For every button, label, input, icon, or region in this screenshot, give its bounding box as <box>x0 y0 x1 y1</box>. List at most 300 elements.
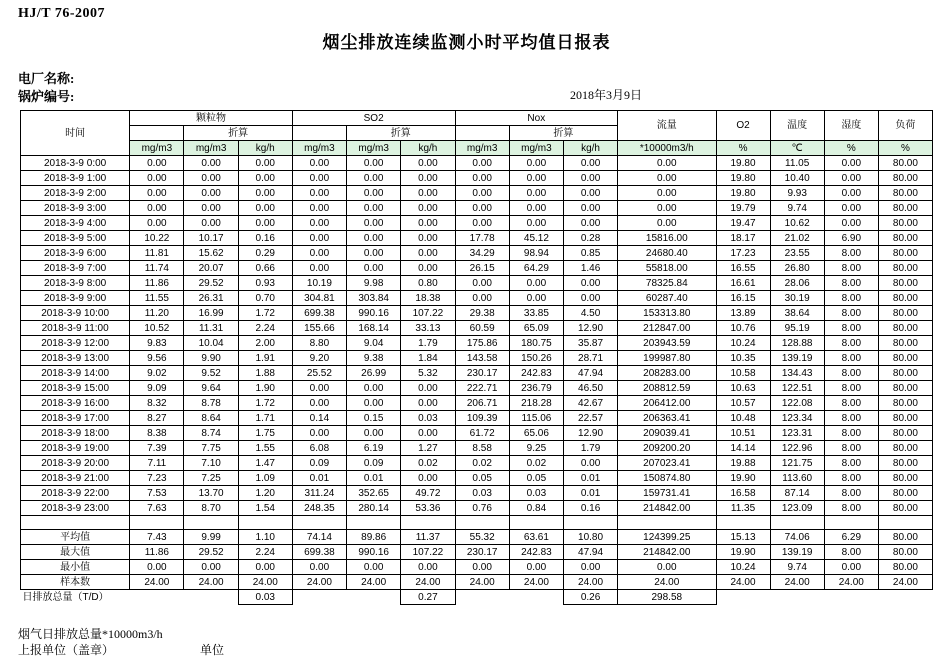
cell-nox-mgm3: 206.71 <box>455 396 509 411</box>
cell-o2: 10.48 <box>716 411 770 426</box>
cell-nox-converted: 0.00 <box>509 216 563 231</box>
standard-number: HJ/T 76-2007 <box>18 6 106 21</box>
cell-summary-o2: 19.90 <box>716 545 770 560</box>
cell-pm-kgh: 2.00 <box>238 336 292 351</box>
cell-pm-converted: 20.07 <box>184 261 238 276</box>
nox-blank-cell <box>455 126 509 141</box>
table-blank-row <box>21 516 933 530</box>
cell-so2-kgh: 0.00 <box>401 471 455 486</box>
cell-time: 2018-3-9 19:00 <box>21 441 130 456</box>
cell-flow: 24680.40 <box>618 246 716 261</box>
cell-time: 2018-3-9 8:00 <box>21 276 130 291</box>
cell-pm-kgh: 1.71 <box>238 411 292 426</box>
cell-nox-converted: 0.00 <box>509 276 563 291</box>
cell-total-nox-mgm3 <box>455 590 509 605</box>
cell-flow: 206412.00 <box>618 396 716 411</box>
cell-pm-converted: 13.70 <box>184 486 238 501</box>
cell-nox-mgm3: 60.59 <box>455 321 509 336</box>
cell-summary-so2-mgm3: 699.38 <box>292 545 346 560</box>
cell-pm-converted: 0.00 <box>184 201 238 216</box>
cell-flow: 159731.41 <box>618 486 716 501</box>
cell-nox-kgh: 12.90 <box>564 321 618 336</box>
cell-time: 2018-3-9 6:00 <box>21 246 130 261</box>
cell-pm-kgh: 1.88 <box>238 366 292 381</box>
cell-nox-converted: 0.03 <box>509 486 563 501</box>
cell-temperature: 9.93 <box>770 186 824 201</box>
cell-blank <box>770 516 824 530</box>
cell-flow: 0.00 <box>618 216 716 231</box>
cell-so2-kgh: 107.22 <box>401 306 455 321</box>
cell-nox-mgm3: 17.78 <box>455 231 509 246</box>
cell-pm-converted: 0.00 <box>184 186 238 201</box>
cell-summary-nox-kgh: 10.80 <box>564 530 618 545</box>
cell-humidity: 6.90 <box>824 231 878 246</box>
unit-so2-kgh: kg/h <box>401 141 455 156</box>
unit-flow: *10000m3/h <box>618 141 716 156</box>
cell-so2-mgm3: 9.20 <box>292 351 346 366</box>
cell-load: 80.00 <box>878 486 932 501</box>
summary-row <box>21 575 933 590</box>
cell-temperature: 139.19 <box>770 351 824 366</box>
cell-so2-converted: 0.00 <box>347 396 401 411</box>
cell-time: 2018-3-9 20:00 <box>21 456 130 471</box>
cell-so2-kgh: 0.03 <box>401 411 455 426</box>
cell-pm-mgm3: 7.11 <box>130 456 184 471</box>
cell-pm-mgm3: 7.23 <box>130 471 184 486</box>
cell-pm-kgh: 0.70 <box>238 291 292 306</box>
cell-temperature: 121.75 <box>770 456 824 471</box>
cell-so2-mgm3: 0.00 <box>292 156 346 171</box>
cell-o2: 19.80 <box>716 156 770 171</box>
footer-reporting-unit: 上报单位（盖章） <box>18 643 115 657</box>
cell-temperature: 123.09 <box>770 501 824 516</box>
cell-so2-kgh: 0.00 <box>401 231 455 246</box>
table-row <box>21 411 933 426</box>
cell-summary-flow: 124399.25 <box>618 530 716 545</box>
cell-summary-pm-kgh: 24.00 <box>238 575 292 590</box>
cell-o2: 10.35 <box>716 351 770 366</box>
cell-load: 80.00 <box>878 261 932 276</box>
cell-humidity: 8.00 <box>824 471 878 486</box>
cell-so2-converted: 280.14 <box>347 501 401 516</box>
cell-so2-converted: 0.00 <box>347 261 401 276</box>
cell-pm-converted: 0.00 <box>184 171 238 186</box>
cell-summary-nox-mgm3: 0.00 <box>455 560 509 575</box>
cell-o2: 10.76 <box>716 321 770 336</box>
data-rows-body <box>21 156 933 605</box>
cell-summary-pm-kgh: 1.10 <box>238 530 292 545</box>
cell-summary-label: 平均值 <box>21 530 130 545</box>
cell-nox-kgh: 0.01 <box>564 471 618 486</box>
cell-nox-converted: 0.00 <box>509 171 563 186</box>
cell-blank <box>238 516 292 530</box>
cell-flow: 208812.59 <box>618 381 716 396</box>
cell-so2-converted: 168.14 <box>347 321 401 336</box>
cell-o2: 19.88 <box>716 456 770 471</box>
cell-so2-converted: 0.00 <box>347 426 401 441</box>
cell-humidity: 8.00 <box>824 456 878 471</box>
cell-temperature: 122.08 <box>770 396 824 411</box>
cell-summary-temperature: 74.06 <box>770 530 824 545</box>
cell-load: 80.00 <box>878 201 932 216</box>
table-row <box>21 381 933 396</box>
cell-summary-load: 24.00 <box>878 575 932 590</box>
cell-nox-mgm3: 0.00 <box>455 171 509 186</box>
unit-nox-kgh: kg/h <box>564 141 618 156</box>
cell-o2: 10.63 <box>716 381 770 396</box>
cell-nox-converted: 64.29 <box>509 261 563 276</box>
cell-pm-kgh: 1.47 <box>238 456 292 471</box>
cell-humidity: 8.00 <box>824 486 878 501</box>
cell-pm-converted: 29.52 <box>184 276 238 291</box>
cell-so2-kgh: 0.00 <box>401 186 455 201</box>
summary-row <box>21 530 933 545</box>
cell-flow: 78325.84 <box>618 276 716 291</box>
cell-nox-kgh: 35.87 <box>564 336 618 351</box>
cell-time: 2018-3-9 17:00 <box>21 411 130 426</box>
cell-load: 80.00 <box>878 186 932 201</box>
cell-nox-mgm3: 0.05 <box>455 471 509 486</box>
cell-nox-converted: 0.00 <box>509 291 563 306</box>
cell-pm-kgh: 0.66 <box>238 261 292 276</box>
cell-time: 2018-3-9 13:00 <box>21 351 130 366</box>
cell-nox-mgm3: 0.00 <box>455 291 509 306</box>
cell-temperature: 122.51 <box>770 381 824 396</box>
cell-pm-kgh: 0.00 <box>238 156 292 171</box>
cell-summary-humidity: 0.00 <box>824 560 878 575</box>
cell-summary-so2-kgh: 11.37 <box>401 530 455 545</box>
cell-nox-converted: 9.25 <box>509 441 563 456</box>
cell-so2-kgh: 5.32 <box>401 366 455 381</box>
cell-time: 2018-3-9 16:00 <box>21 396 130 411</box>
cell-nox-kgh: 46.50 <box>564 381 618 396</box>
so2-converted-header: 折算 <box>347 126 456 141</box>
cell-nox-kgh: 1.79 <box>564 441 618 456</box>
group-header-particulate: 颗粒物 <box>130 111 293 126</box>
cell-summary-label: 样本数 <box>21 575 130 590</box>
cell-pm-converted: 7.10 <box>184 456 238 471</box>
cell-summary-so2-converted: 24.00 <box>347 575 401 590</box>
cell-load: 80.00 <box>878 396 932 411</box>
cell-nox-converted: 0.00 <box>509 201 563 216</box>
cell-temperature: 23.55 <box>770 246 824 261</box>
plant-name-label: 电厂名称: <box>18 71 75 86</box>
cell-time: 2018-3-9 11:00 <box>21 321 130 336</box>
cell-o2: 13.89 <box>716 306 770 321</box>
cell-temperature: 128.88 <box>770 336 824 351</box>
cell-summary-so2-kgh: 0.00 <box>401 560 455 575</box>
cell-blank <box>509 516 563 530</box>
cell-so2-mgm3: 0.00 <box>292 186 346 201</box>
cell-humidity: 0.00 <box>824 156 878 171</box>
cell-nox-mgm3: 143.58 <box>455 351 509 366</box>
cell-blank <box>21 516 130 530</box>
cell-nox-kgh: 0.85 <box>564 246 618 261</box>
cell-summary-nox-mgm3: 24.00 <box>455 575 509 590</box>
cell-time: 2018-3-9 3:00 <box>21 201 130 216</box>
cell-pm-mgm3: 8.32 <box>130 396 184 411</box>
unit-o2: % <box>716 141 770 156</box>
cell-pm-converted: 10.17 <box>184 231 238 246</box>
cell-pm-mgm3: 0.00 <box>130 171 184 186</box>
cell-time: 2018-3-9 1:00 <box>21 171 130 186</box>
cell-humidity: 8.00 <box>824 396 878 411</box>
cell-pm-mgm3: 7.63 <box>130 501 184 516</box>
cell-summary-nox-kgh: 0.00 <box>564 560 618 575</box>
cell-o2: 14.14 <box>716 441 770 456</box>
table-row <box>21 276 933 291</box>
cell-nox-mgm3: 29.38 <box>455 306 509 321</box>
cell-so2-kgh: 0.00 <box>401 381 455 396</box>
cell-so2-mgm3: 0.00 <box>292 231 346 246</box>
cell-o2: 19.47 <box>716 216 770 231</box>
group-header-so2: SO2 <box>292 111 455 126</box>
cell-summary-nox-mgm3: 230.17 <box>455 545 509 560</box>
cell-so2-mgm3: 304.81 <box>292 291 346 306</box>
cell-humidity: 8.00 <box>824 411 878 426</box>
cell-summary-o2: 24.00 <box>716 575 770 590</box>
table-row <box>21 501 933 516</box>
cell-blank <box>824 516 878 530</box>
cell-pm-mgm3: 0.00 <box>130 186 184 201</box>
cell-load: 80.00 <box>878 306 932 321</box>
cell-pm-mgm3: 7.39 <box>130 441 184 456</box>
cell-flow: 212847.00 <box>618 321 716 336</box>
cell-summary-so2-mgm3: 24.00 <box>292 575 346 590</box>
cell-pm-kgh: 1.72 <box>238 306 292 321</box>
cell-temperature: 38.64 <box>770 306 824 321</box>
cell-flow: 0.00 <box>618 156 716 171</box>
cell-humidity: 8.00 <box>824 261 878 276</box>
cell-humidity: 8.00 <box>824 291 878 306</box>
cell-temperature: 87.14 <box>770 486 824 501</box>
cell-nox-kgh: 28.71 <box>564 351 618 366</box>
cell-total-label: 日排放总量（T/D） <box>22 591 109 603</box>
cell-summary-nox-converted: 63.61 <box>509 530 563 545</box>
unit-header-row <box>21 141 933 156</box>
table-row <box>21 441 933 456</box>
cell-summary-pm-converted: 29.52 <box>184 545 238 560</box>
cell-total-pm-mgm3 <box>130 590 184 605</box>
cell-flow: 0.00 <box>618 201 716 216</box>
cell-blank <box>130 516 184 530</box>
cell-time: 2018-3-9 10:00 <box>21 306 130 321</box>
cell-pm-kgh: 0.00 <box>238 171 292 186</box>
cell-nox-kgh: 4.50 <box>564 306 618 321</box>
table-row <box>21 216 933 231</box>
cell-pm-converted: 9.90 <box>184 351 238 366</box>
cell-nox-converted: 65.06 <box>509 426 563 441</box>
cell-so2-mgm3: 10.19 <box>292 276 346 291</box>
cell-summary-so2-kgh: 24.00 <box>401 575 455 590</box>
cell-so2-kgh: 1.84 <box>401 351 455 366</box>
cell-so2-kgh: 0.00 <box>401 396 455 411</box>
cell-so2-kgh: 0.00 <box>401 426 455 441</box>
cell-pm-mgm3: 11.20 <box>130 306 184 321</box>
group-header-humidity: 湿度 <box>824 111 878 141</box>
cell-so2-kgh: 49.72 <box>401 486 455 501</box>
cell-summary-load: 80.00 <box>878 530 932 545</box>
cell-nox-mgm3: 0.02 <box>455 456 509 471</box>
table-row <box>21 396 933 411</box>
cell-humidity: 0.00 <box>824 186 878 201</box>
cell-nox-kgh: 0.01 <box>564 486 618 501</box>
cell-nox-mgm3: 61.72 <box>455 426 509 441</box>
hourly-average-table <box>20 110 933 605</box>
cell-o2: 16.15 <box>716 291 770 306</box>
cell-summary-humidity: 24.00 <box>824 575 878 590</box>
cell-summary-humidity: 8.00 <box>824 545 878 560</box>
cell-time: 2018-3-9 15:00 <box>21 381 130 396</box>
cell-pm-kgh: 1.09 <box>238 471 292 486</box>
cell-summary-pm-kgh: 0.00 <box>238 560 292 575</box>
cell-pm-mgm3: 7.53 <box>130 486 184 501</box>
cell-pm-kgh: 0.00 <box>238 186 292 201</box>
cell-summary-label: 最小值 <box>21 560 130 575</box>
unit-so2-mgm3: mg/m3 <box>292 141 346 156</box>
cell-so2-converted: 0.00 <box>347 201 401 216</box>
cell-so2-converted: 26.99 <box>347 366 401 381</box>
cell-flow: 0.00 <box>618 186 716 201</box>
cell-pm-kgh: 0.29 <box>238 246 292 261</box>
cell-humidity: 8.00 <box>824 306 878 321</box>
cell-time: 2018-3-9 2:00 <box>21 186 130 201</box>
cell-load: 80.00 <box>878 156 932 171</box>
cell-flow: 60287.40 <box>618 291 716 306</box>
cell-pm-mgm3: 10.22 <box>130 231 184 246</box>
table-row <box>21 366 933 381</box>
cell-blank <box>618 516 716 530</box>
cell-summary-o2: 10.24 <box>716 560 770 575</box>
cell-so2-mgm3: 699.38 <box>292 306 346 321</box>
cell-so2-kgh: 1.79 <box>401 336 455 351</box>
cell-summary-so2-mgm3: 0.00 <box>292 560 346 575</box>
cell-pm-converted: 7.75 <box>184 441 238 456</box>
page-title: 烟尘排放连续监测小时平均值日报表 <box>322 33 611 52</box>
table-row <box>21 291 933 306</box>
cell-total-flow: 298.58 <box>618 590 716 605</box>
cell-load: 80.00 <box>878 231 932 246</box>
cell-o2: 19.79 <box>716 201 770 216</box>
cell-temperature: 95.19 <box>770 321 824 336</box>
cell-summary-pm-converted: 24.00 <box>184 575 238 590</box>
cell-flow: 153313.80 <box>618 306 716 321</box>
table-row <box>21 456 933 471</box>
cell-so2-mgm3: 25.52 <box>292 366 346 381</box>
cell-total-so2-mgm3 <box>292 590 346 605</box>
cell-flow: 206363.41 <box>618 411 716 426</box>
cell-so2-mgm3: 0.00 <box>292 171 346 186</box>
table-row <box>21 261 933 276</box>
cell-flow: 207023.41 <box>618 456 716 471</box>
cell-o2: 18.17 <box>716 231 770 246</box>
cell-nox-converted: 150.26 <box>509 351 563 366</box>
cell-nox-mgm3: 230.17 <box>455 366 509 381</box>
cell-so2-mgm3: 0.00 <box>292 261 346 276</box>
cell-flow: 199987.80 <box>618 351 716 366</box>
cell-summary-so2-kgh: 107.22 <box>401 545 455 560</box>
cell-load: 80.00 <box>878 441 932 456</box>
cell-nox-kgh: 0.00 <box>564 456 618 471</box>
table-row <box>21 306 933 321</box>
cell-o2: 19.80 <box>716 186 770 201</box>
cell-flow: 150874.80 <box>618 471 716 486</box>
cell-nox-converted: 0.02 <box>509 456 563 471</box>
cell-time: 2018-3-9 7:00 <box>21 261 130 276</box>
unit-so2-converted-mgm3: mg/m3 <box>347 141 401 156</box>
cell-so2-mgm3: 0.00 <box>292 426 346 441</box>
cell-summary-so2-mgm3: 74.14 <box>292 530 346 545</box>
cell-so2-kgh: 0.80 <box>401 276 455 291</box>
cell-so2-kgh: 53.36 <box>401 501 455 516</box>
cell-nox-kgh: 0.16 <box>564 501 618 516</box>
cell-nox-converted: 0.84 <box>509 501 563 516</box>
cell-summary-flow: 0.00 <box>618 560 716 575</box>
cell-so2-kgh: 0.00 <box>401 261 455 276</box>
cell-blank <box>878 516 932 530</box>
cell-o2: 19.80 <box>716 171 770 186</box>
group-header-temperature: 温度 <box>770 111 824 141</box>
cell-total-temperature <box>770 590 824 605</box>
cell-nox-kgh: 47.94 <box>564 366 618 381</box>
cell-humidity: 0.00 <box>824 216 878 231</box>
cell-so2-kgh: 0.00 <box>401 216 455 231</box>
cell-nox-mgm3: 0.00 <box>455 201 509 216</box>
cell-time: 2018-3-9 5:00 <box>21 231 130 246</box>
cell-summary-nox-mgm3: 55.32 <box>455 530 509 545</box>
cell-temperature: 113.60 <box>770 471 824 486</box>
cell-time: 2018-3-9 9:00 <box>21 291 130 306</box>
cell-nox-converted: 0.00 <box>509 186 563 201</box>
cell-nox-kgh: 22.57 <box>564 411 618 426</box>
cell-total-pm-converted <box>184 590 238 605</box>
cell-total-pm-kgh: 0.03 <box>238 590 292 605</box>
cell-load: 80.00 <box>878 366 932 381</box>
table-row <box>21 246 933 261</box>
cell-time: 2018-3-9 22:00 <box>21 486 130 501</box>
group-header-load: 负荷 <box>878 111 932 141</box>
cell-pm-converted: 16.99 <box>184 306 238 321</box>
cell-pm-kgh: 1.54 <box>238 501 292 516</box>
cell-temperature: 123.31 <box>770 426 824 441</box>
table-row <box>21 336 933 351</box>
cell-pm-converted: 8.74 <box>184 426 238 441</box>
cell-so2-mgm3: 311.24 <box>292 486 346 501</box>
cell-summary-temperature: 139.19 <box>770 545 824 560</box>
cell-nox-mgm3: 26.15 <box>455 261 509 276</box>
cell-so2-mgm3: 0.00 <box>292 381 346 396</box>
cell-nox-kgh: 0.00 <box>564 156 618 171</box>
cell-time: 2018-3-9 0:00 <box>21 156 130 171</box>
cell-nox-kgh: 12.90 <box>564 426 618 441</box>
cell-blank <box>455 516 509 530</box>
cell-nox-kgh: 0.28 <box>564 231 618 246</box>
unit-load: % <box>878 141 932 156</box>
cell-so2-kgh: 1.27 <box>401 441 455 456</box>
cell-pm-mgm3: 9.02 <box>130 366 184 381</box>
total-row <box>21 590 933 605</box>
cell-pm-kgh: 1.72 <box>238 396 292 411</box>
table-row <box>21 171 933 186</box>
table-row <box>21 201 933 216</box>
cell-so2-kgh: 0.02 <box>401 456 455 471</box>
cell-so2-converted: 9.98 <box>347 276 401 291</box>
cell-summary-pm-mgm3: 24.00 <box>130 575 184 590</box>
cell-nox-mgm3: 0.00 <box>455 216 509 231</box>
cell-total-load <box>878 590 932 605</box>
cell-temperature: 28.06 <box>770 276 824 291</box>
cell-so2-kgh: 0.00 <box>401 246 455 261</box>
